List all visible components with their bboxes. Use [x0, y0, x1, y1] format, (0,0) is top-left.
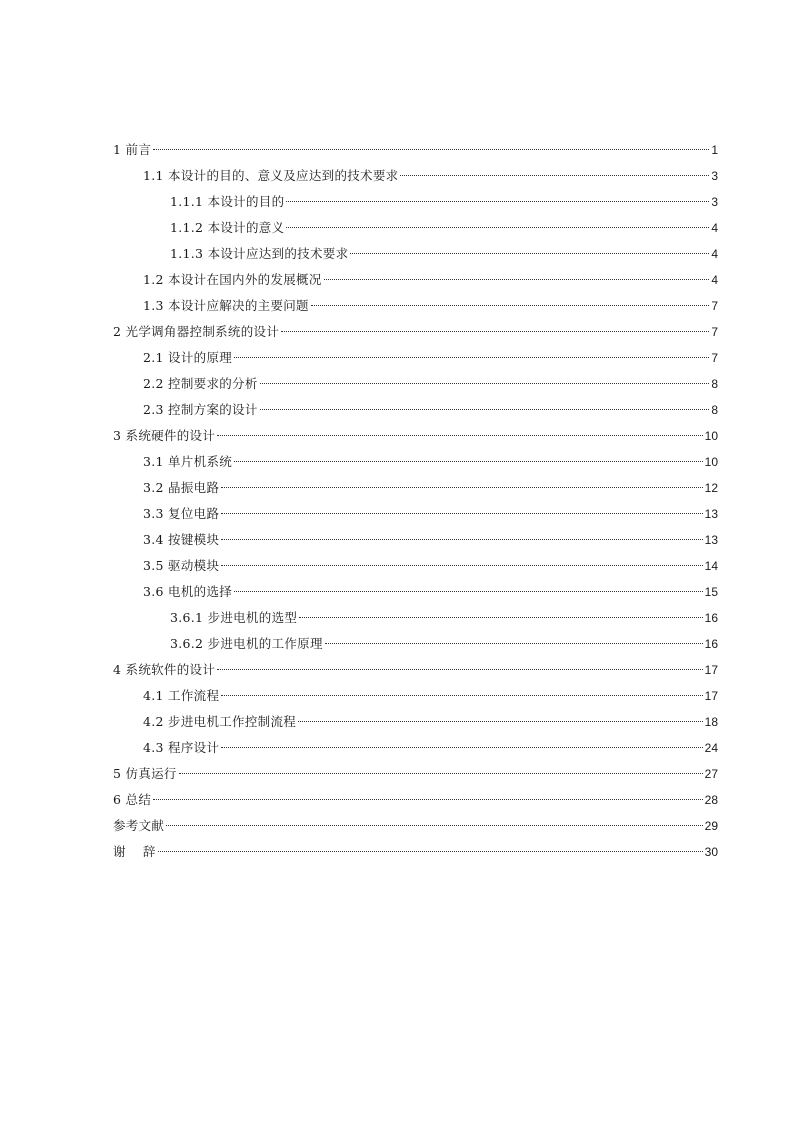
toc-entry-page: 16 — [704, 611, 718, 625]
toc-entry-title: 2 光学调角器控制系统的设计 — [113, 324, 280, 339]
toc-entry-title: 2.1 设计的原理 — [143, 350, 233, 365]
toc-leader-dots — [221, 539, 702, 540]
toc-leader-dots — [286, 201, 709, 202]
toc-entry-page: 28 — [704, 793, 718, 807]
toc-entry-page: 27 — [704, 767, 718, 781]
toc-entry-title: 3.6 电机的选择 — [143, 584, 233, 599]
toc-leader-dots — [158, 851, 703, 852]
toc-leader-dots — [179, 773, 703, 774]
toc-entry-page: 14 — [704, 559, 718, 573]
toc-entry[interactable] — [113, 137, 718, 163]
toc-leader-dots — [299, 617, 702, 618]
toc-leader-dots — [311, 305, 709, 306]
toc-entry-title: 1.1 本设计的目的、意义及应达到的技术要求 — [143, 168, 399, 183]
toc-entry[interactable] — [113, 293, 718, 319]
toc-entry[interactable] — [113, 657, 718, 683]
toc-entry-title: 4 系统软件的设计 — [113, 662, 216, 677]
toc-entry-title: 参考文献 — [113, 818, 165, 833]
toc-entry-title: 1.1.3 本设计应达到的技术要求 — [170, 246, 349, 261]
toc-entry-page: 18 — [704, 715, 718, 729]
toc-leader-dots — [281, 331, 709, 332]
toc-entry-title: 2.3 控制方案的设计 — [143, 402, 258, 417]
toc-entry[interactable] — [113, 839, 718, 865]
toc-entry[interactable] — [113, 371, 718, 397]
toc-leader-dots — [286, 227, 709, 228]
toc-entry-page: 13 — [704, 533, 718, 547]
toc-entry[interactable] — [113, 709, 718, 735]
toc-entry-page: 12 — [704, 481, 718, 495]
toc-leader-dots — [260, 383, 710, 384]
toc-entry[interactable] — [113, 787, 718, 813]
table-of-contents — [113, 137, 718, 865]
toc-entry-page: 13 — [704, 507, 718, 521]
toc-entry[interactable] — [113, 397, 718, 423]
toc-entry-title: 5 仿真运行 — [113, 766, 177, 781]
toc-entry-title: 6 总结 — [113, 792, 152, 807]
toc-entry[interactable] — [113, 475, 718, 501]
toc-leader-dots — [221, 513, 702, 514]
toc-leader-dots — [221, 695, 702, 696]
toc-entry-page: 4 — [711, 273, 718, 287]
toc-entry-page: 3 — [711, 169, 718, 183]
toc-entry[interactable] — [113, 527, 718, 553]
toc-entry-title: 4.3 程序设计 — [143, 740, 220, 755]
toc-entry-title: 2.2 控制要求的分析 — [143, 376, 258, 391]
toc-entry[interactable] — [113, 319, 718, 345]
toc-entry-title: 3.4 按键模块 — [143, 532, 220, 547]
toc-entry[interactable] — [113, 423, 718, 449]
toc-leader-dots — [217, 669, 703, 670]
toc-entry-page: 7 — [711, 325, 718, 339]
toc-leader-dots — [234, 591, 703, 592]
toc-entry-title: 谢 辞 — [113, 844, 156, 859]
toc-entry-page: 24 — [704, 741, 718, 755]
toc-leader-dots — [166, 825, 702, 826]
toc-entry-title: 4.2 步进电机工作控制流程 — [143, 714, 297, 729]
toc-entry-title: 1.3 本设计应解决的主要问题 — [143, 298, 309, 313]
toc-entry-title: 1 前言 — [113, 142, 152, 157]
toc-leader-dots — [221, 747, 702, 748]
toc-entry-page: 7 — [711, 351, 718, 365]
toc-leader-dots — [153, 149, 709, 150]
toc-entry-page: 1 — [711, 143, 718, 157]
toc-leader-dots — [221, 487, 702, 488]
toc-leader-dots — [325, 643, 703, 644]
toc-entry[interactable] — [113, 345, 718, 371]
toc-leader-dots — [350, 253, 709, 254]
toc-entry-page: 29 — [704, 819, 718, 833]
toc-entry-page: 8 — [711, 403, 718, 417]
toc-entry-title: 3.6.1 步进电机的选型 — [170, 610, 298, 625]
toc-entry[interactable] — [113, 683, 718, 709]
toc-entry-page: 30 — [704, 845, 718, 859]
toc-entry[interactable] — [113, 449, 718, 475]
toc-entry-title: 3.5 驱动模块 — [143, 558, 220, 573]
toc-entry[interactable] — [113, 189, 718, 215]
toc-entry[interactable] — [113, 553, 718, 579]
toc-entry-page: 10 — [704, 455, 718, 469]
toc-entry-page: 7 — [711, 299, 718, 313]
toc-leader-dots — [234, 357, 709, 358]
toc-entry-page: 8 — [711, 377, 718, 391]
toc-entry[interactable] — [113, 163, 718, 189]
toc-entry-page: 15 — [704, 585, 718, 599]
toc-entry-page: 16 — [704, 637, 718, 651]
toc-entry-title: 3.6.2 步进电机的工作原理 — [170, 636, 323, 651]
toc-entry-title: 3 系统硬件的设计 — [113, 428, 216, 443]
toc-entry[interactable] — [113, 761, 718, 787]
toc-entry-title: 3.1 单片机系统 — [143, 454, 233, 469]
toc-entry[interactable] — [113, 813, 718, 839]
toc-leader-dots — [298, 721, 703, 722]
toc-entry-title: 3.3 复位电路 — [143, 506, 220, 521]
toc-leader-dots — [221, 565, 702, 566]
toc-entry-title: 4.1 工作流程 — [143, 688, 220, 703]
toc-leader-dots — [400, 175, 709, 176]
toc-entry[interactable] — [113, 241, 718, 267]
toc-entry-title: 1.1.1 本设计的目的 — [170, 194, 285, 209]
toc-entry-page: 17 — [704, 663, 718, 677]
toc-leader-dots — [324, 279, 710, 280]
toc-entry[interactable] — [113, 267, 718, 293]
toc-entry-page: 10 — [704, 429, 718, 443]
toc-leader-dots — [217, 435, 703, 436]
toc-entry[interactable] — [113, 501, 718, 527]
toc-entry[interactable] — [113, 605, 718, 631]
toc-leader-dots — [153, 799, 703, 800]
toc-entry[interactable] — [113, 735, 718, 761]
toc-entry-title: 1.1.2 本设计的意义 — [170, 220, 285, 235]
toc-entry-title: 1.2 本设计在国内外的发展概况 — [143, 272, 322, 287]
toc-entry-page: 3 — [711, 195, 718, 209]
toc-entry-page: 4 — [711, 221, 718, 235]
toc-entry[interactable] — [113, 631, 718, 657]
toc-leader-dots — [260, 409, 710, 410]
toc-entry[interactable] — [113, 215, 718, 241]
toc-leader-dots — [234, 461, 703, 462]
toc-entry-title: 3.2 晶振电路 — [143, 480, 220, 495]
toc-entry[interactable] — [113, 579, 718, 605]
toc-entry-page: 17 — [704, 689, 718, 703]
toc-entry-page: 4 — [711, 247, 718, 261]
